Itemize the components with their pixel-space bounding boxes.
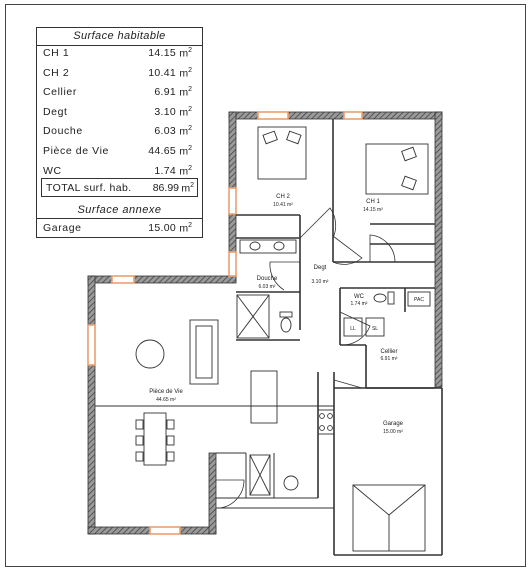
row-unit: $m^2$: [179, 125, 192, 138]
row-value: 3.10: [154, 105, 176, 118]
row-label: Cellier: [43, 86, 77, 99]
room-name-sl: SL: [371, 326, 379, 332]
surface-legend: [36, 27, 203, 238]
room-name-ch2: CH 2: [276, 194, 290, 200]
legend-total: [41, 178, 198, 197]
room-name-ch1: CH 1: [366, 199, 380, 205]
legend-row: [43, 67, 192, 81]
row-value: 1.74: [154, 164, 176, 177]
legend-row: [43, 106, 192, 120]
total-value: 86.99: [152, 182, 179, 194]
room-area-ch1: 14.15 m²: [363, 207, 383, 213]
row-value: 14.15: [148, 47, 176, 59]
row-label: Garage: [43, 222, 82, 234]
row-value: 6.03: [154, 125, 176, 138]
total-label: TOTAL surf. hab.: [46, 182, 132, 194]
legend-row: [43, 145, 192, 159]
room-area-ch2: 10.41 m²: [273, 202, 293, 208]
total-unit: $m^2$: [181, 182, 194, 195]
room-name-garage: Garage: [382, 421, 404, 427]
row-unit: $m^2$: [179, 164, 192, 178]
row-value: 6.91: [154, 86, 176, 99]
room-name-degt: Degt: [313, 265, 327, 271]
legend-row: [43, 165, 192, 179]
row-unit: $m^2$: [179, 66, 192, 80]
legend-separator: [37, 218, 202, 219]
row-label: WC: [43, 164, 62, 177]
room-area-wc: 1.74 m²: [350, 301, 368, 307]
room-area-cellier: 6.91 m²: [380, 356, 398, 362]
legend-row-garage: [43, 222, 192, 236]
room-name-cellier: Cellier: [380, 349, 398, 355]
row-value: 10.41: [148, 66, 176, 79]
legend-row: [43, 86, 192, 100]
room-name-douche: Douche: [256, 276, 278, 282]
legend-separator: [37, 45, 202, 46]
room-name-vie: Pièce de Vie: [149, 389, 183, 395]
room-name-pac: PAC: [414, 297, 424, 303]
row-unit: $m^2$: [179, 145, 192, 158]
row-unit: $m^2$: [179, 47, 192, 60]
row-unit: $m^2$: [179, 86, 192, 99]
room-name-wc: WC: [354, 294, 364, 300]
row-label: Degt: [43, 105, 68, 118]
row-label: CH 1: [43, 47, 70, 59]
legend-row: [43, 125, 192, 139]
row-unit: $m^2$: [179, 222, 192, 235]
room-area-garage: 15.00 m²: [383, 429, 403, 435]
room-area-douche: 6.03 m²: [258, 284, 276, 290]
room-name-ll: LL: [350, 326, 356, 332]
row-value: 44.65: [148, 145, 176, 157]
legend-annex-title: Surface annexe: [77, 204, 162, 216]
row-label: Pièce de Vie: [43, 145, 109, 157]
row-unit: $m^2$: [179, 105, 192, 119]
legend-row: [43, 47, 192, 61]
row-label: CH 2: [43, 66, 70, 79]
row-label: Douche: [43, 125, 83, 138]
room-area-degt: 3.10 m²: [311, 279, 329, 285]
room-area-vie: 44.65 m²: [156, 397, 176, 403]
legend-title: Surface habitable: [73, 30, 166, 42]
row-value: 15.00: [148, 222, 176, 234]
